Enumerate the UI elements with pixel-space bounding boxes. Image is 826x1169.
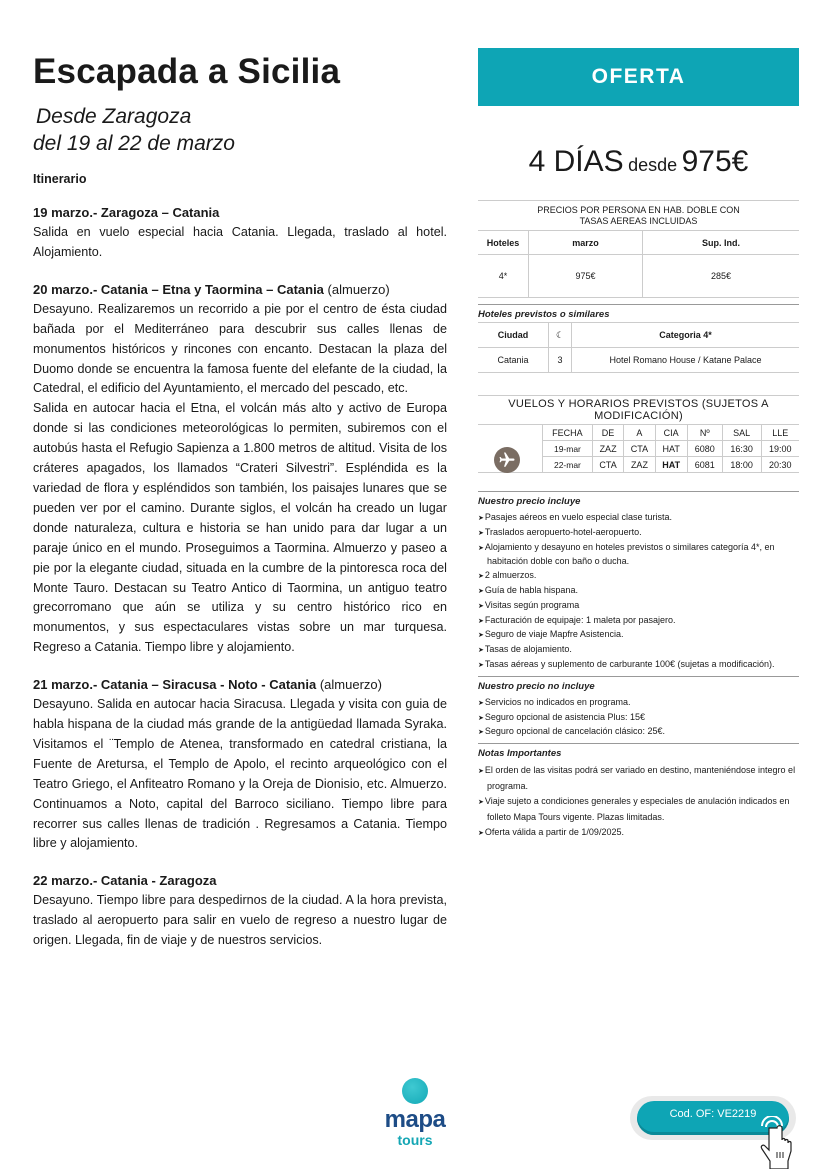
includes-list: [478, 511, 799, 673]
price-caption-line1: PRECIOS POR PERSONA EN HAB. DOBLE CON: [537, 205, 740, 215]
hotels-table: [478, 322, 799, 373]
includes-section: [478, 491, 799, 673]
travel-dates: del 19 al 22 de marzo: [33, 132, 235, 155]
flight-arrival: 19:00: [761, 441, 799, 457]
logo-subtitle: tours: [397, 1132, 433, 1148]
day-title: [33, 203, 447, 223]
list-item: ➤ Traslados aeropuerto-hotel-aeropuerto.: [478, 526, 799, 541]
day-title: [33, 280, 447, 300]
offer-from: desde: [628, 155, 678, 175]
offer-price: 975€: [681, 145, 749, 178]
flights-header-row: [543, 425, 800, 441]
list-item: ➤ Viaje sujeto a condiciones generales y especiales de anulación indicados en folleto Mapa Tours vigente. Plazas limitadas.: [478, 794, 799, 825]
offer-headline: [478, 144, 799, 200]
page-title: Escapada a Sicilia: [33, 52, 341, 91]
day-title-text: 22 marzo.- Catania - Zaragoza: [33, 873, 217, 889]
flight-header: CIA: [655, 425, 687, 441]
meal-note: (almuerzo): [319, 677, 382, 693]
price-header-row: [478, 231, 799, 255]
flight-date: 19-mar: [543, 441, 593, 457]
flight-from: ZAZ: [592, 441, 623, 457]
hotels-title: Hoteles previstos o similares: [478, 309, 610, 320]
flight-number: 6080: [687, 441, 722, 457]
flight-header: LLE: [761, 425, 799, 441]
day-description: Desayuno. Realizaremos un recorrido a pie por el centro de ésta ciudad bañada por el Mediterráneo para descubrir sus calles llenas de monumentos históricos y rincones con encanto. Destacan la plaza del Duomo donde se encuentra la famosa fuente del elefante de la ciudad, la Catedral, el edificio del Ayuntamiento, el mercado del pescado, etc.: [33, 301, 447, 396]
notes-title: Notas Importantes: [478, 748, 562, 760]
day-title: [33, 675, 447, 695]
price-header-hotels: Hoteles: [478, 231, 529, 255]
hotel-city: Catania: [478, 348, 549, 373]
hotels-header-city: Ciudad: [478, 323, 549, 348]
price-row: [478, 255, 799, 298]
flight-airline: HAT: [655, 441, 687, 457]
price-cell-price: 975€: [529, 255, 643, 298]
flight-airline: HAT: [655, 457, 687, 473]
excludes-title: Nuestro precio no incluye: [478, 680, 595, 692]
price-cell-supplement: 285€: [643, 255, 800, 298]
list-item: ➤ Seguro opcional de cancelación clásico: 25€.: [478, 725, 799, 740]
list-item: ➤ Tasas aéreas y suplemento de carburante 100€ (sujetas a modificación).: [478, 658, 799, 673]
price-table: [478, 200, 799, 298]
itinerary-day-2: [33, 280, 447, 658]
price-header-single-supplement: Sup. Ind.: [643, 231, 800, 255]
list-item: ➤ Tasas de alojamiento.: [478, 643, 799, 658]
flight-row: [543, 441, 800, 457]
hotel-row: [478, 348, 799, 373]
price-cell-category: 4*: [478, 255, 529, 298]
list-item: ➤ Pasajes aéreos en vuelo especial clase turista.: [478, 511, 799, 526]
pointer-hand-icon: [756, 1116, 796, 1169]
flight-arrival: 20:30: [761, 457, 799, 473]
flight-row: [543, 457, 800, 473]
flight-departure: 16:30: [722, 441, 761, 457]
itinerary-day-4: [33, 871, 447, 951]
excludes-list: [478, 696, 799, 740]
notes-list: [478, 763, 799, 841]
notes-section: [478, 743, 799, 841]
flight-date: 22-mar: [543, 457, 593, 473]
itinerary-column: [33, 50, 447, 951]
price-header-month: marzo: [529, 231, 643, 255]
departure-city: Desde Zaragoza: [36, 105, 192, 128]
offer-days: 4 DÍAS: [528, 145, 624, 178]
nights-moon-icon: ☾: [549, 323, 572, 348]
offer-column: [478, 48, 799, 841]
hotel-names: Hotel Romano House / Katane Palace: [572, 348, 800, 373]
hotels-header-row: [478, 323, 799, 348]
list-item: ➤ El orden de las visitas podrá ser variado en destino, manteniéndose integro el programa.: [478, 763, 799, 794]
day-title-text: 21 marzo.- Catania – Siracusa - Noto - Catania: [33, 677, 317, 693]
offer-banner: OFERTA: [478, 48, 799, 106]
offer-code-button[interactable]: Cod. OF: VE2219: [637, 1101, 789, 1135]
day-description: Desayuno. Salida en autocar hacia Siracusa. Llegada y visita con guia de habla hispana de la ciudad más grande de la antigüedad llamada Syraka. Visitamos el ¨Templo de Atenea, transformado en catedral cristiana, la Fuente de Aretursa, el Templo de Apolo, el recinto arqueológico con el Teatro Griego, el Anfiteatro Romano y la Oreja de Dionisio, etc. Almuerzo. Continuamos a Noto, capital del Barroco siciliano. Tiempo libre para recorrer sus calles llenas de tradición . Regresamos a Catania. Tiempo libre y alojamiento.: [33, 697, 447, 851]
itinerary-label: Itinerario: [33, 172, 87, 186]
list-item: ➤ Visitas según programa: [478, 599, 799, 614]
includes-title: Nuestro precio incluye: [478, 496, 581, 507]
day-description: Desayuno. Tiempo libre para despedirnos de la ciudad. A la hora prevista, traslado al aeropuerto para salir en vuelo de regreso a nuestro lugar de origen. Llegada, fin de viaje y de nuestros servicios.: [33, 893, 447, 948]
airplane-icon: [494, 447, 520, 473]
list-item: ➤ Alojamiento y desayuno en hoteles previstos o similares categoría 4*, en habitación doble con baño o ducha.: [478, 541, 799, 570]
day-description: Salida en vuelo especial hacia Catania. Llegada, traslado al hotel. Alojamiento.: [33, 225, 447, 259]
hotel-nights: 3: [549, 348, 572, 373]
mapa-tours-logo: [376, 1078, 454, 1148]
list-item: ➤ 2 almuerzos.: [478, 569, 799, 584]
flights-table: [542, 425, 799, 473]
list-item: ➤ Guía de habla hispana.: [478, 584, 799, 599]
day-title-text: 20 marzo.- Catania – Etna y Taormina – Catania: [33, 281, 324, 297]
price-caption-line2: TASAS AEREAS INCLUIDAS: [579, 216, 698, 226]
day-title: [33, 871, 447, 891]
meal-note: (almuerzo): [327, 281, 390, 297]
day-description-continued: Salida en autocar hacia el Etna, el volcán más alto y activo de Europa donde si las condiciones meteorológicas lo permiten, subiremos con el autobús hasta el Refugio Sapienza a 1.800 metros de altitud. Visita de los cráteres apagados, los llamados “Crateri Silvestri”. Espléndida es la variedad de flora y espléndidos son también, los paisajes lunares que se pueden ver por el camino. Durante siglos, el volcán ha creado un lugar donde naturaleza, cultura e historia se han unido para dar lugar a un paraje único en el mundo. Proseguimos a Taormina. Almuerzo y paseo a pie por la elegante ciudad, situada en la cumbre de la pintoresca roca del Monte Tauro. Destacan su Teatro Antico di Taormina, un antiguo teatro grecorromano que aún se utiliza y su centro histórico rico en monumentos, y sus espectaculares vistas sobre un mar turquesa. Regreso a Catania. Tiempo libre y alojamiento.: [33, 401, 447, 655]
flight-departure: 18:00: [722, 457, 761, 473]
flight-header: A: [624, 425, 655, 441]
list-item: ➤ Oferta válida a partir de 1/09/2025.: [478, 825, 799, 841]
flight-from: CTA: [592, 457, 623, 473]
list-item: ➤ Facturación de equipaje: 1 maleta por pasajero.: [478, 614, 799, 629]
list-item: ➤ Seguro opcional de asistencia Plus: 15€: [478, 711, 799, 726]
logo-circle-icon: [402, 1078, 428, 1104]
flight-header: Nº: [687, 425, 722, 441]
flight-number: 6081: [687, 457, 722, 473]
logo-wordmark: mapa: [384, 1106, 446, 1133]
flight-to: CTA: [624, 441, 655, 457]
itinerary-day-1: [33, 203, 447, 263]
excludes-section: [478, 676, 799, 740]
flight-to: ZAZ: [624, 457, 655, 473]
flights-section: [478, 395, 799, 473]
flights-title: VUELOS Y HORARIOS PREVISTOS (SUJETOS A MODIFICACIÓN): [478, 395, 799, 425]
list-item: ➤ Servicios no indicados en programa.: [478, 696, 799, 711]
itinerary-day-3: [33, 675, 447, 854]
price-caption: [478, 201, 799, 231]
list-item: ➤ Seguro de viaje Mapfre Asistencia.: [478, 628, 799, 643]
flight-header: DE: [592, 425, 623, 441]
flight-header: FECHA: [543, 425, 593, 441]
flight-header: SAL: [722, 425, 761, 441]
hotels-header-category: Categoria 4*: [572, 323, 800, 348]
day-title-text: 19 marzo.- Zaragoza – Catania: [33, 205, 220, 220]
